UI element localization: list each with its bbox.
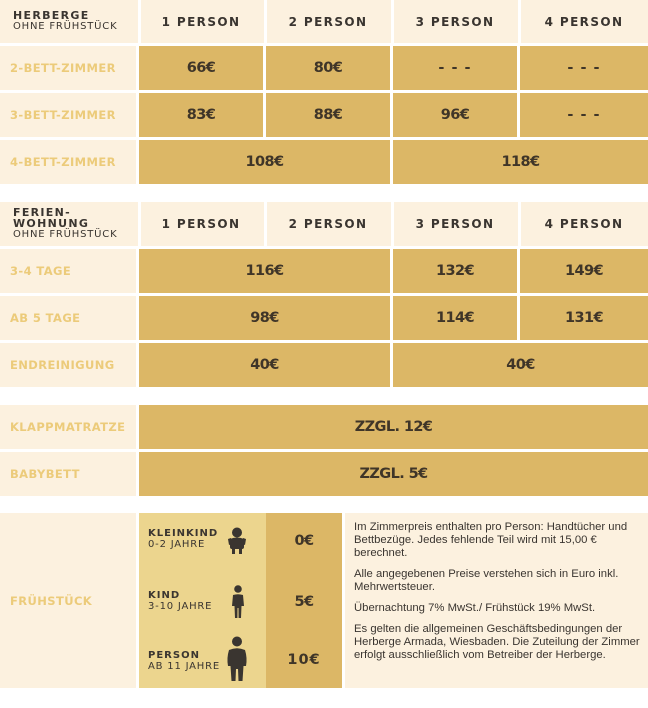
note-text: Übernachtung 7% MwSt./ Frühstück 19% MwSt. [354, 602, 596, 614]
price-cell: 80€ [266, 46, 390, 90]
breakfast-item-title: KIND [148, 590, 181, 601]
divider [518, 202, 521, 246]
breakfast-item-kind [148, 590, 212, 612]
breakfast-price: 10€ [287, 652, 321, 668]
row-label-3-4-tage: 3-4 TAGE [0, 249, 136, 293]
fewo-col-1: 1 PERSON [161, 217, 241, 231]
price-cell: - - - [520, 93, 648, 137]
price-cell: 132€ [393, 249, 517, 293]
divider [264, 0, 267, 43]
fewo-col-3: 3 PERSON [415, 217, 495, 231]
herberge-title: HERBERGE [13, 9, 90, 22]
herberge-col-1: 1 PERSON [161, 14, 241, 29]
divider [264, 202, 267, 246]
price-cell: 116€ [139, 249, 390, 293]
breakfast-notes-panel [345, 513, 648, 688]
breakfast-item-title: PERSON [148, 650, 200, 661]
divider [138, 0, 141, 43]
note-text: Es gelten die allgemeinen Geschäftsbedingungen der Herberge Armada, Wiesbaden. Die Zuteilung der Zimmer erfolgt ausschließlich vom Betreiber der Herberge. [354, 623, 640, 661]
price-cell: ZZGL. 5€ [139, 452, 648, 496]
price-cell: 96€ [393, 93, 517, 137]
divider [391, 0, 394, 43]
herberge-col-4: 4 PERSON [544, 14, 624, 29]
price-cell: 98€ [139, 296, 390, 340]
divider [138, 202, 141, 246]
breakfast-item-title: KLEINKIND [148, 528, 219, 539]
row-label-ab-5-tage: AB 5 TAGE [0, 296, 136, 340]
breakfast-item-person [148, 650, 220, 672]
herberge-col-2: 2 PERSON [288, 14, 368, 29]
fewo-subtitle: OHNE FRÜHSTÜCK [13, 229, 118, 240]
note-text: Alle angegebenen Preise verstehen sich in Euro inkl. Mehrwertsteuer. [354, 568, 619, 593]
row-label-2-bett: 2-BETT-ZIMMER [0, 46, 136, 90]
price-cell: 40€ [139, 343, 390, 387]
price-cell: 114€ [393, 296, 517, 340]
price-cell: 83€ [139, 93, 263, 137]
price-cell: - - - [520, 46, 648, 90]
price-cell: 131€ [520, 296, 648, 340]
price-cell: 108€ [139, 140, 390, 184]
price-cell: 88€ [266, 93, 390, 137]
row-label-klappmatratze: KLAPPMATRATZE [0, 405, 136, 449]
child-icon [231, 585, 245, 619]
fewo-col-4: 4 PERSON [544, 217, 624, 231]
price-cell: 66€ [139, 46, 263, 90]
breakfast-price: 5€ [294, 594, 314, 610]
price-cell: 149€ [520, 249, 648, 293]
note-text: Im Zimmerpreis enthalten pro Person: Handtücher und Bettbezüge. Jedes fehlende Teil wird mit 15,00 € berechnet. [354, 521, 628, 559]
price-cell: - - - [393, 46, 517, 90]
divider [518, 0, 521, 43]
fewo-title: WOHNUNG [13, 217, 90, 230]
row-label-endreinigung: ENDREINIGUNG [0, 343, 136, 387]
divider [391, 202, 394, 246]
herberge-title-block [13, 10, 117, 32]
fewo-col-2: 2 PERSON [288, 217, 368, 231]
row-label-3-bett: 3-BETT-ZIMMER [0, 93, 136, 137]
baby-icon [228, 527, 246, 555]
row-label-4-bett: 4-BETT-ZIMMER [0, 140, 136, 184]
row-label-fruehstueck: FRÜHSTÜCK [0, 513, 136, 688]
fewo-title: FERIEN- [13, 206, 71, 219]
breakfast-item-sub: AB 11 JAHRE [148, 661, 220, 672]
row-label-babybett: BABYBETT [0, 452, 136, 496]
herberge-subtitle: OHNE FRÜHSTÜCK [13, 21, 118, 32]
person-icon [226, 636, 248, 682]
breakfast-item-sub: 0-2 JAHRE [148, 539, 206, 550]
breakfast-item-sub: 3-10 JAHRE [148, 601, 213, 612]
price-cell: 118€ [393, 140, 648, 184]
herberge-col-3: 3 PERSON [415, 14, 495, 29]
price-cell: ZZGL. 12€ [139, 405, 648, 449]
breakfast-price: 0€ [294, 533, 314, 549]
breakfast-item-kleinkind [148, 528, 218, 550]
price-cell: 40€ [393, 343, 648, 387]
fewo-title-block [13, 207, 117, 240]
